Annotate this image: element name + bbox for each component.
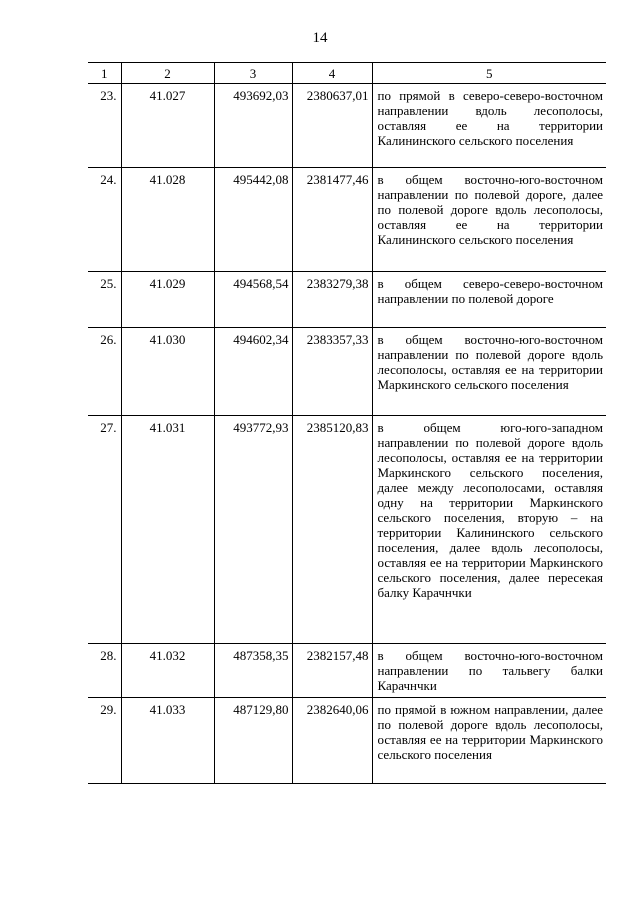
boundary-description: по прямой в южном направлении, далее по полевой дороге вдоль лесополосы, оставляя ее на территории Маркинского сельского поселения: [372, 698, 606, 784]
table-row: [88, 644, 606, 698]
coordinate-y: 2383357,33: [292, 328, 372, 416]
row-number: 23.: [88, 84, 121, 168]
coordinate-y: 2382640,06: [292, 698, 372, 784]
header-col-4: 4: [292, 63, 372, 84]
boundary-description: в общем восточно-юго-восточном направлении по тальвегу балки Карачнчки: [372, 644, 606, 698]
header-col-1: 1: [88, 63, 121, 84]
header-col-2: 2: [121, 63, 214, 84]
coordinate-y: 2380637,01: [292, 84, 372, 168]
table-row: [88, 84, 606, 168]
boundary-description: в общем северо-северо-восточном направлении по полевой дороге: [372, 272, 606, 328]
point-code: 41.028: [121, 168, 214, 272]
point-code: 41.029: [121, 272, 214, 328]
coordinate-x: 494602,34: [214, 328, 292, 416]
coordinate-x: 487129,80: [214, 698, 292, 784]
table-row: [88, 698, 606, 784]
row-number: 25.: [88, 272, 121, 328]
boundary-description: в общем восточно-юго-восточном направлении по полевой дороге, далее по полевой дороге вдоль лесополосы, оставляя ее на территории Калининского сельского поселения: [372, 168, 606, 272]
row-number: 27.: [88, 416, 121, 644]
point-code: 41.031: [121, 416, 214, 644]
boundary-description: в общем юго-юго-западном направлении по полевой дороге вдоль лесополосы, оставляя ее на территории Маркинского сельского поселения, далее между лесополосами, оставляя одну на территории Маркинского сельского поселения, вторую – на территории Калининского сельского поселения, далее вдоль лесополосы, оставляя ее на территории Маркинского сельского поселения, далее пересекая балку Карачнчки: [372, 416, 606, 644]
coordinate-y: 2385120,83: [292, 416, 372, 644]
coordinate-x: 495442,08: [214, 168, 292, 272]
row-number: 29.: [88, 698, 121, 784]
table-row: [88, 416, 606, 644]
point-code: 41.033: [121, 698, 214, 784]
header-col-5: 5: [372, 63, 606, 84]
row-number: 28.: [88, 644, 121, 698]
coordinate-x: 493772,93: [214, 416, 292, 644]
header-row: [88, 63, 606, 84]
coordinate-x: 494568,54: [214, 272, 292, 328]
table-row: [88, 328, 606, 416]
header-col-3: 3: [214, 63, 292, 84]
point-code: 41.027: [121, 84, 214, 168]
coordinate-x: 487358,35: [214, 644, 292, 698]
coordinate-y: 2381477,46: [292, 168, 372, 272]
coordinate-y: 2382157,48: [292, 644, 372, 698]
coordinate-y: 2383279,38: [292, 272, 372, 328]
row-number: 26.: [88, 328, 121, 416]
boundary-table: [88, 62, 606, 784]
page-number: 14: [312, 30, 328, 46]
row-number: 24.: [88, 168, 121, 272]
table-row: [88, 168, 606, 272]
point-code: 41.032: [121, 644, 214, 698]
boundary-description: в общем восточно-юго-восточном направлении по полевой дороге вдоль лесополосы, оставляя ее на территории Маркинского сельского поселения: [372, 328, 606, 416]
table-row: [88, 272, 606, 328]
coordinate-x: 493692,03: [214, 84, 292, 168]
boundary-description: по прямой в северо-северо-восточном направлении вдоль лесополосы, оставляя ее на территории Калининского сельского поселения: [372, 84, 606, 168]
point-code: 41.030: [121, 328, 214, 416]
